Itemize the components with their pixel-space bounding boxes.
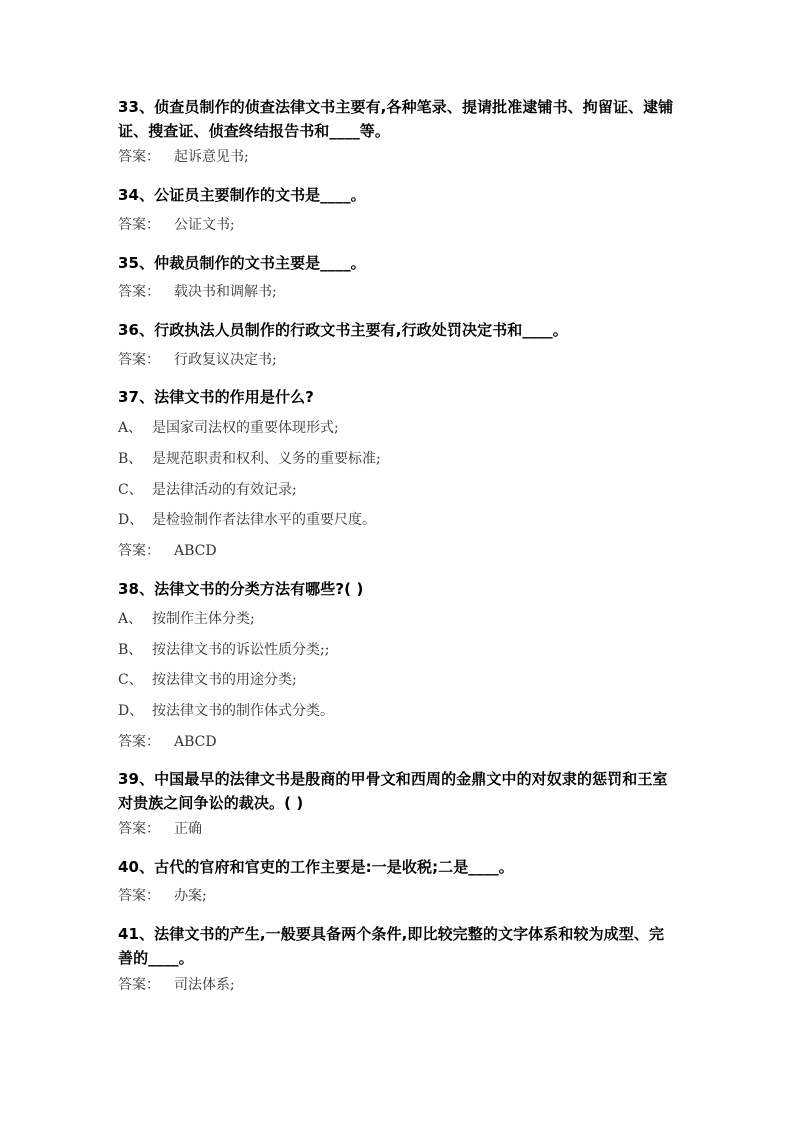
answer-label: 答案： — [118, 734, 160, 750]
question-41-title: 41、法律文书的产生,一般要具备两个条件,即比较完整的文字体系和较为成型、完善的____。 — [118, 925, 665, 967]
answer-label: 答案： — [118, 543, 160, 559]
option-letter: A、 — [118, 420, 143, 436]
answer-label: 答案： — [118, 149, 160, 165]
answer-text: 起诉意见书; — [174, 149, 249, 165]
question-37-option-b — [118, 449, 678, 469]
option-letter: B、 — [118, 451, 143, 467]
answer-text: ABCD — [174, 734, 217, 750]
option-text: 按法律文书的用途分类; — [152, 672, 297, 688]
question-33-answer — [118, 147, 678, 167]
option-letter: D、 — [118, 512, 144, 528]
option-text: 是检验制作者法律水平的重要尺度。 — [152, 512, 376, 528]
question-39-answer — [118, 819, 678, 839]
option-letter: C、 — [118, 672, 143, 688]
answer-text: 行政复议决定书; — [174, 352, 277, 368]
question-35-answer — [118, 282, 678, 302]
question-35-title: 35、仲裁员制作的文书主要是____。 — [118, 254, 366, 272]
answer-label: 答案： — [118, 217, 160, 233]
option-letter: D、 — [118, 703, 144, 719]
question-36-title: 36、行政执法人员制作的行政文书主要有,行政处罚决定书和____。 — [118, 321, 568, 339]
option-text: 按法律文书的制作体式分类。 — [152, 703, 334, 719]
question-37-answer — [118, 541, 678, 561]
option-text: 是规范职责和权利、义务的重要标准; — [152, 451, 381, 467]
option-text: 按法律文书的诉讼性质分类;; — [152, 642, 330, 658]
answer-text: ABCD — [174, 543, 217, 559]
answer-text: 公证文书; — [174, 217, 235, 233]
question-37-option-a — [118, 418, 678, 438]
question-34-title: 34、公证员主要制作的文书是____。 — [118, 186, 366, 204]
question-36-answer — [118, 350, 678, 370]
question-38-option-d — [118, 701, 678, 721]
question-40-title: 40、古代的官府和官吏的工作主要是:一是收税;二是____。 — [118, 858, 514, 876]
question-38-option-b — [118, 640, 678, 660]
question-38-answer — [118, 732, 678, 752]
question-37-option-c — [118, 480, 678, 500]
question-37-title: 37、法律文书的作用是什么? — [118, 388, 314, 406]
answer-text: 司法体系; — [174, 977, 235, 993]
question-38-option-a — [118, 609, 678, 629]
question-38-option-c — [118, 670, 678, 690]
option-letter: A、 — [118, 611, 143, 627]
answer-text: 载决书和调解书; — [174, 284, 277, 300]
option-letter: B、 — [118, 642, 143, 658]
answer-label: 答案： — [118, 977, 160, 993]
question-40-answer — [118, 886, 678, 906]
answer-text: 正确 — [174, 821, 202, 837]
option-text: 是法律活动的有效记录; — [152, 482, 297, 498]
answer-text: 办案; — [174, 888, 207, 904]
question-41-answer — [118, 975, 678, 995]
question-38-title: 38、法律文书的分类方法有哪些?( ) — [118, 580, 364, 598]
option-letter: C、 — [118, 482, 143, 498]
answer-label: 答案： — [118, 284, 160, 300]
question-33-title: 33、侦查员制作的侦查法律文书主要有,各种笔录、提请批准逮铺书、拘留证、逮铺证、搜查证、侦查终结报告书和____等。 — [118, 98, 674, 140]
answer-label: 答案： — [118, 352, 160, 368]
question-39-title: 39、中国最早的法律文书是殷商的甲骨文和西周的金鼎文中的对奴隶的惩罚和王室对贵族之间争讼的裁决。( ) — [118, 770, 668, 812]
question-37-option-d — [118, 510, 678, 530]
option-text: 是国家司法权的重要体现形式; — [152, 420, 339, 436]
question-34-answer — [118, 215, 678, 235]
answer-label: 答案： — [118, 821, 160, 837]
answer-label: 答案： — [118, 888, 160, 904]
option-text: 按制作主体分类; — [152, 611, 255, 627]
